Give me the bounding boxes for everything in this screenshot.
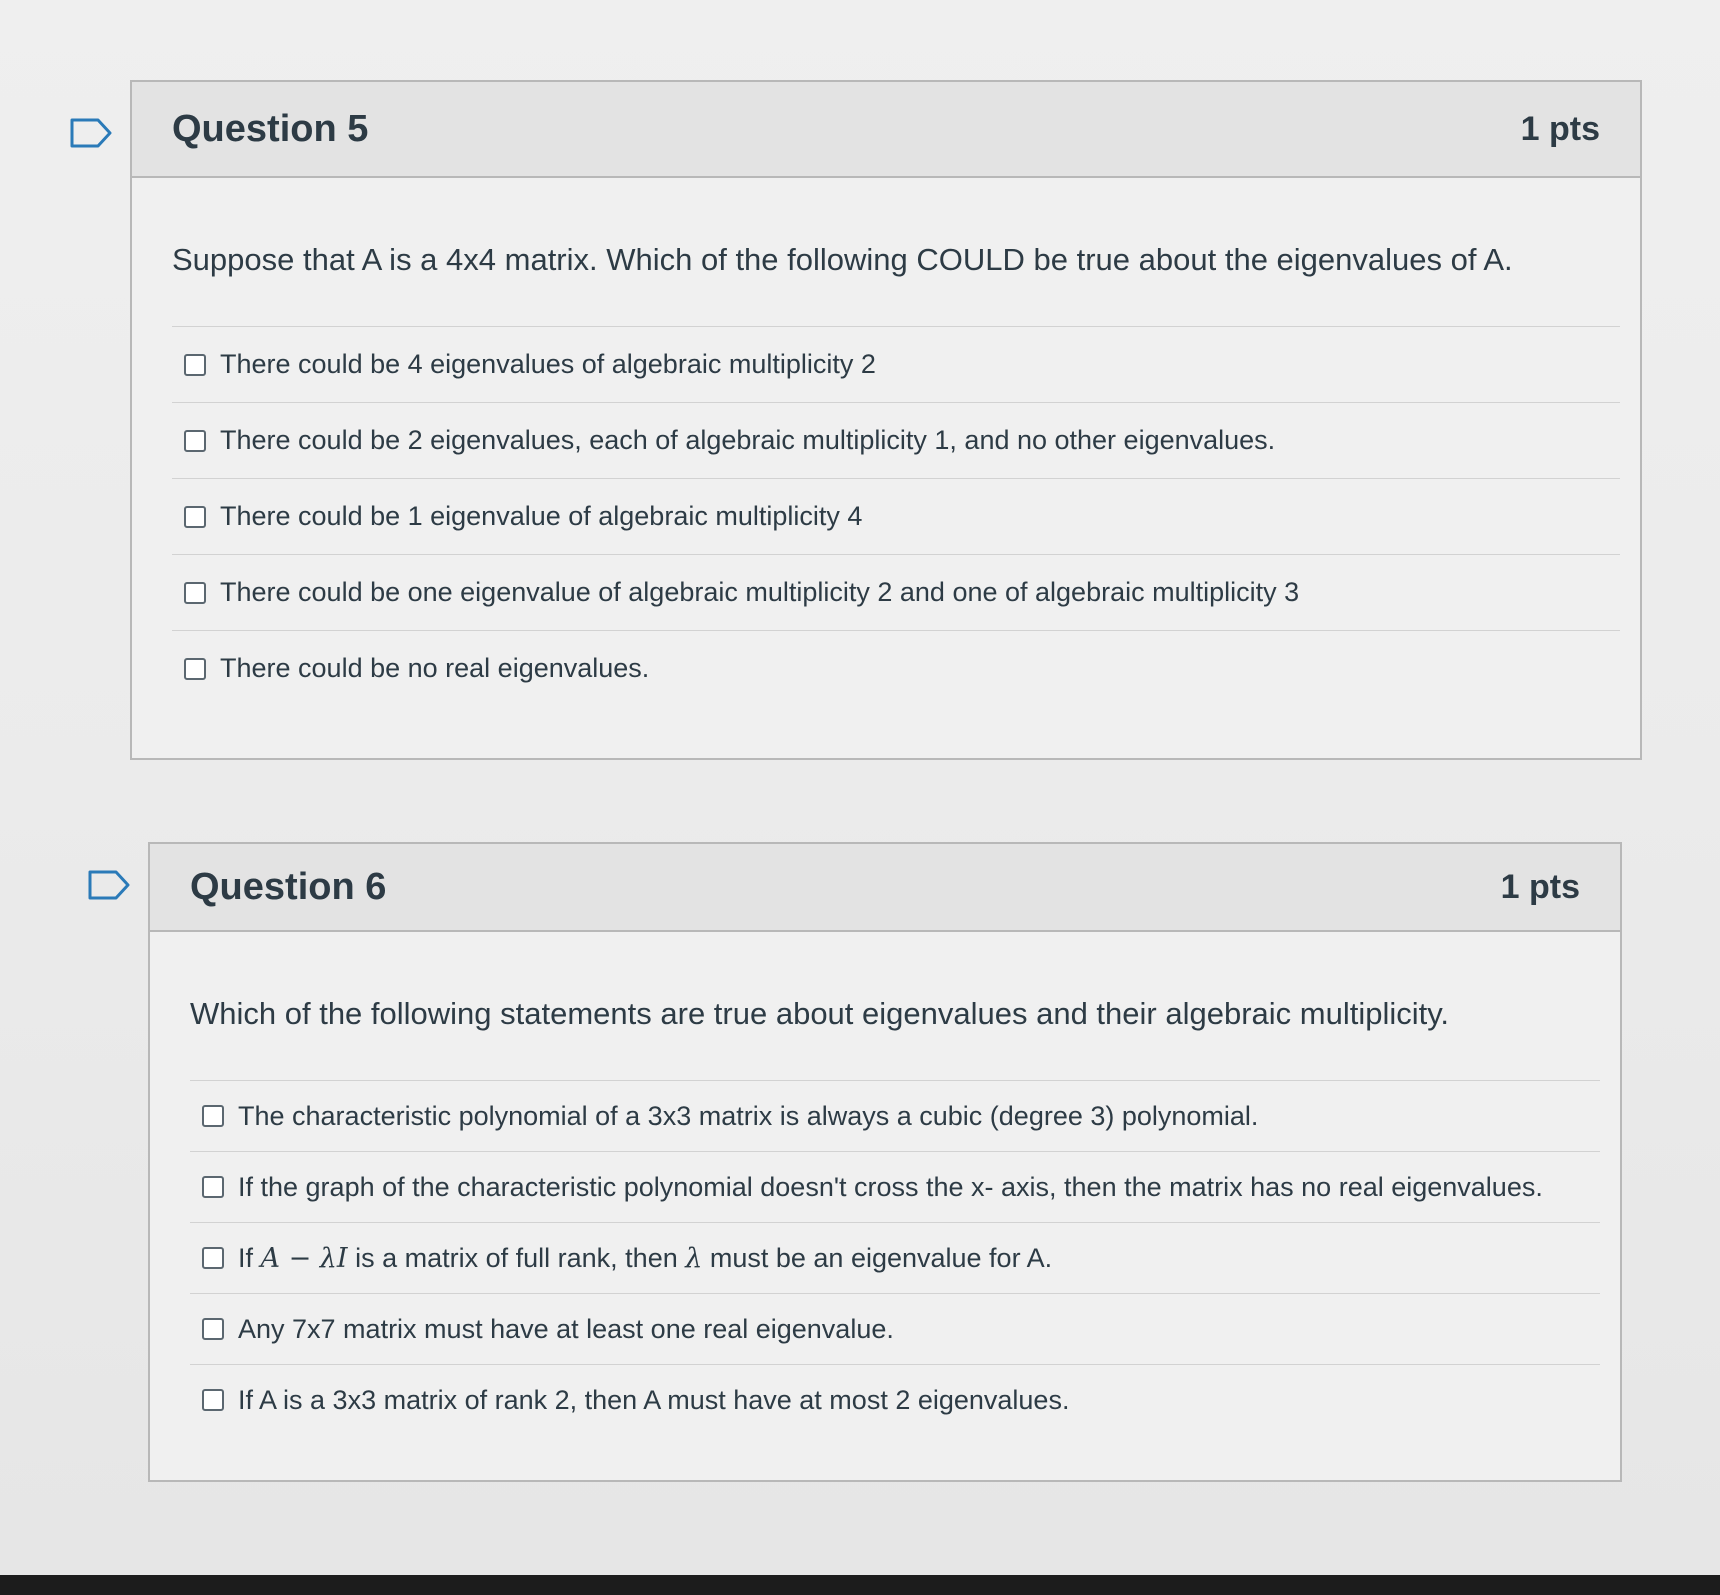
answer-label[interactable]: There could be 1 eigenvalue of algebraic multiplicity 4 [220, 501, 863, 531]
answer-option[interactable] [190, 1152, 1600, 1223]
answer-label[interactable]: There could be 4 eigenvalues of algebraic multiplicity 2 [220, 349, 876, 379]
question-6-body [150, 932, 1620, 1435]
answer-checkbox[interactable] [184, 506, 206, 528]
question-points: 1 pts [1520, 109, 1600, 148]
answer-option[interactable] [190, 1081, 1600, 1152]
answer-text-middle: is a matrix of full rank, then [347, 1242, 686, 1273]
answer-checkbox[interactable] [202, 1247, 224, 1269]
answer-checkbox[interactable] [202, 1389, 224, 1411]
question-prompt: Which of the following statements are true about eigenvalues and their algebraic multiplicity. [190, 932, 1600, 1081]
answer-label[interactable]: There could be one eigenvalue of algebraic multiplicity 2 and one of algebraic multiplicity 3 [220, 577, 1300, 607]
answer-option[interactable] [172, 555, 1620, 631]
question-title: Question 6 [190, 865, 387, 908]
answer-text-suffix: must be an eigenvalue for A. [702, 1242, 1053, 1273]
answer-label[interactable]: If A is a 3x3 matrix of rank 2, then A must have at most 2 eigenvalues. [238, 1384, 1070, 1415]
answer-checkbox[interactable] [184, 354, 206, 376]
flag-question-6-icon[interactable] [88, 870, 128, 900]
answer-option[interactable] [190, 1223, 1600, 1294]
question-5-header [132, 82, 1640, 178]
answer-option[interactable] [172, 327, 1620, 403]
answer-checkbox[interactable] [184, 658, 206, 680]
answer-list [190, 1081, 1580, 1435]
answer-label[interactable]: The characteristic polynomial of a 3x3 matrix is always a cubic (degree 3) polynomial. [238, 1100, 1259, 1131]
flag-question-5-icon[interactable] [70, 118, 110, 148]
question-title: Question 5 [172, 107, 369, 150]
answer-option[interactable] [190, 1365, 1600, 1435]
question-5 [130, 80, 1642, 760]
answer-option[interactable] [172, 631, 1620, 706]
answer-checkbox[interactable] [202, 1176, 224, 1198]
answer-label[interactable]: If the graph of the characteristic polynomial doesn't cross the x- axis, then the matrix has no real eigenvalues. [238, 1171, 1543, 1202]
answer-option[interactable] [172, 479, 1620, 555]
answer-label[interactable]: There could be no real eigenvalues. [220, 653, 650, 683]
answer-checkbox[interactable] [184, 430, 206, 452]
answer-label[interactable]: Any 7x7 matrix must have at least one real eigenvalue. [238, 1313, 894, 1344]
answer-checkbox[interactable] [202, 1105, 224, 1127]
bottom-bar [0, 1575, 1720, 1595]
question-points: 1 pts [1500, 867, 1580, 906]
answer-checkbox[interactable] [184, 582, 206, 604]
question-5-body [132, 178, 1640, 706]
answer-text-prefix: If [238, 1242, 261, 1273]
question-6-header [150, 844, 1620, 932]
answer-list [172, 327, 1600, 706]
answer-option[interactable] [190, 1294, 1600, 1365]
answer-label[interactable] [238, 1243, 1052, 1274]
math-lambda: λ [685, 1242, 703, 1274]
answer-option[interactable] [172, 403, 1620, 479]
answer-checkbox[interactable] [202, 1318, 224, 1340]
question-6 [148, 842, 1622, 1482]
answer-label[interactable]: There could be 2 eigenvalues, each of algebraic multiplicity 1, and no other eigenvalues. [220, 425, 1276, 455]
question-prompt: Suppose that A is a 4x4 matrix. Which of the following COULD be true about the eigenvalues of A. [172, 178, 1620, 327]
math-expression: A − λI [260, 1242, 348, 1274]
